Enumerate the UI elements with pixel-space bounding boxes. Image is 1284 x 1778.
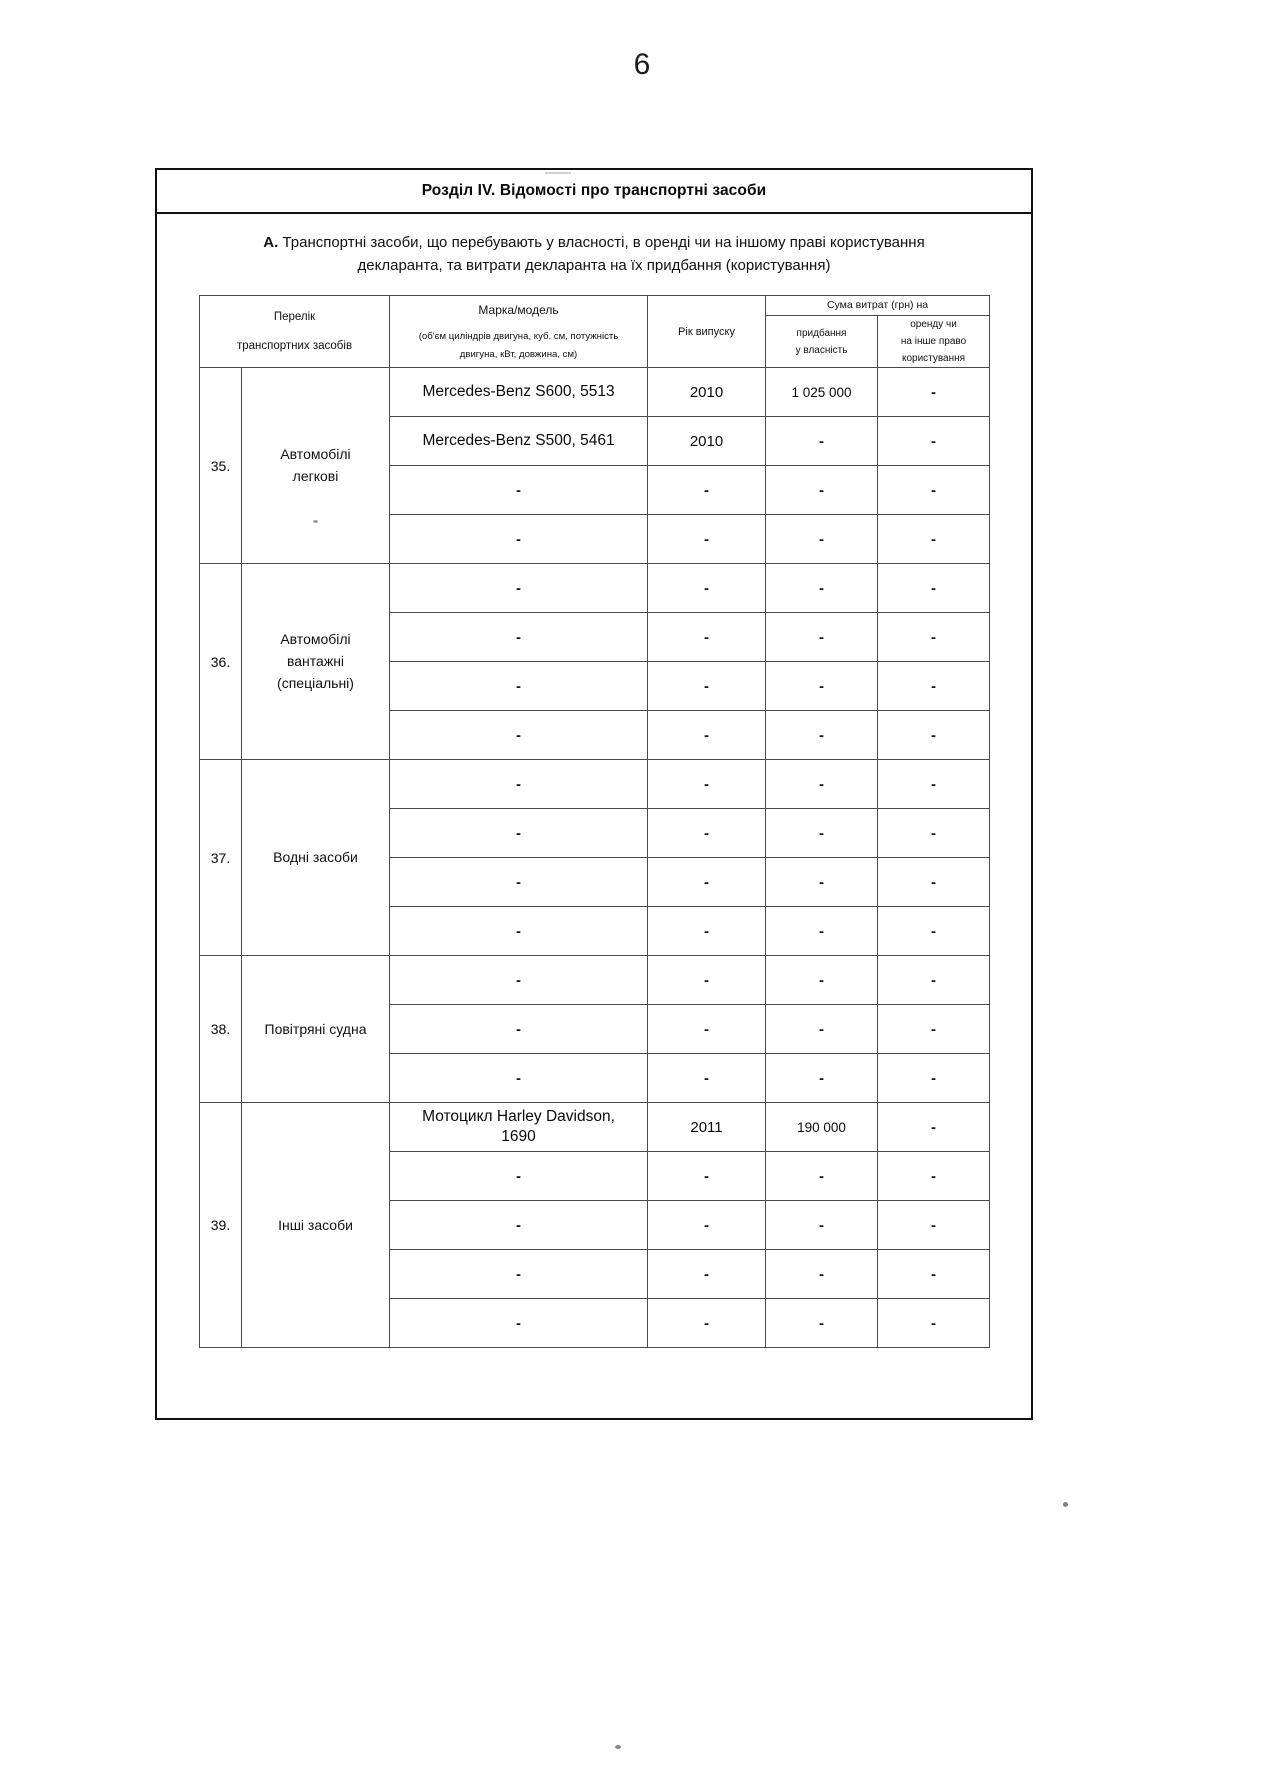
cell-model: - [390,1152,648,1201]
header-vehicle-list-line1: Перелік [273,310,316,323]
table-row [200,956,990,1005]
page-number: 6 [633,48,651,81]
section-title: Розділ IV. Відомості про транспортні засоби [157,170,1031,214]
cell-model: - [390,809,648,858]
vehicle-category-label: Автомобілі легкові [242,368,390,564]
cell-year: - [648,662,766,711]
cell-rent-amount: - [878,564,990,613]
cell-purchase-amount: - [766,417,878,466]
cell-purchase-amount: - [766,515,878,564]
cell-model: Mercedes-Benz S500, 5461 [390,417,648,466]
subtitle-marker: А. [263,234,279,251]
cell-year: - [648,564,766,613]
header-rent-line1: оренду чи [910,319,957,331]
cell-model: - [390,515,648,564]
cell-year: - [648,858,766,907]
cell-year: - [648,515,766,564]
header-model-sub-line2: двигуна, кВт, довжина, см) [459,349,578,361]
cell-model: Mercedes-Benz S600, 5513 [390,368,648,417]
cell-rent-amount: - [878,368,990,417]
cell-rent-amount: - [878,858,990,907]
cell-year: - [648,1250,766,1299]
vehicle-category-label: Автомобілі вантажні (спеціальні) [242,564,390,760]
cell-purchase-amount: 1 025 000 [766,368,878,417]
row-index: 39. [200,1103,242,1348]
cell-model: - [390,564,648,613]
cell-rent-amount: - [878,613,990,662]
cell-model: - [390,1005,648,1054]
cell-year: 2010 [648,417,766,466]
cell-rent-amount: - [878,1201,990,1250]
cell-year: - [648,760,766,809]
header-model-main: Марка/модель [478,302,559,317]
cell-purchase-amount: - [766,760,878,809]
cell-year: - [648,907,766,956]
cell-year: - [648,466,766,515]
cell-purchase-amount: 190 000 [766,1103,878,1152]
subtitle-line-2: декларанта, та витрати декларанта на їх придбання (користування) [357,256,831,274]
row-index: 37. [200,760,242,956]
subtitle-line-1: Транспортні засоби, що перебувають у власності, в оренді чи на іншому праві користування [278,234,925,251]
header-purchase-line2: у власність [795,344,848,356]
header-model-sub-line1: (об'єм циліндрів двигуна, куб. см, потужність [418,331,619,343]
vehicles-table [199,295,990,1348]
cell-model: - [390,662,648,711]
cell-rent-amount: - [878,956,990,1005]
cell-purchase-amount: - [766,564,878,613]
cell-purchase-amount: - [766,1299,878,1348]
cell-model: - [390,907,648,956]
cell-rent-amount: - [878,1054,990,1103]
scan-artifact [1063,1502,1068,1507]
cell-rent-amount: - [878,1005,990,1054]
cell-rent-amount: - [878,1299,990,1348]
cell-model: - [390,613,648,662]
cell-model: Мотоцикл Harley Davidson, 1690 [390,1103,648,1152]
cell-purchase-amount: - [766,466,878,515]
header-rent-line2: на інше право [900,336,967,348]
header-expenses-group: Сума витрат (грн) на [766,296,990,316]
cell-purchase-amount: - [766,662,878,711]
cell-rent-amount: - [878,1152,990,1201]
vehicle-category-label: Інші засоби [242,1103,390,1348]
vehicle-category-label: Повітряні судна [242,956,390,1103]
cell-model: - [390,466,648,515]
table-row [200,760,990,809]
cell-year: - [648,711,766,760]
cell-year: - [648,1299,766,1348]
table-row [200,1103,990,1152]
cell-rent-amount: - [878,760,990,809]
cell-purchase-amount: - [766,1250,878,1299]
cell-purchase-amount: - [766,1054,878,1103]
cell-year: - [648,956,766,1005]
cell-year: 2010 [648,368,766,417]
cell-year: - [648,613,766,662]
row-index: 36. [200,564,242,760]
header-year: Рік випуску [648,296,766,368]
cell-rent-amount: - [878,515,990,564]
cell-rent-amount: - [878,417,990,466]
cell-year: - [648,1005,766,1054]
cell-purchase-amount: - [766,1005,878,1054]
cell-model: - [390,1054,648,1103]
header-purchase [766,316,878,368]
cell-model: - [390,1250,648,1299]
row-index: 38. [200,956,242,1103]
cell-rent-amount: - [878,466,990,515]
cell-model: - [390,858,648,907]
cell-year: - [648,809,766,858]
cell-purchase-amount: - [766,711,878,760]
cell-rent-amount: - [878,1103,990,1152]
cell-model: - [390,1201,648,1250]
cell-year: - [648,1201,766,1250]
section-subtitle [157,214,1031,289]
cell-purchase-amount: - [766,809,878,858]
header-purchase-line1: придбання [796,327,847,339]
cell-year: 2011 [648,1103,766,1152]
cell-model: - [390,1299,648,1348]
header-vehicle-list-line2: транспортних засобів [236,339,353,352]
cell-rent-amount: - [878,809,990,858]
table-row [200,368,990,417]
cell-rent-amount: - [878,1250,990,1299]
header-rent-line3: користування [901,353,966,365]
scan-artifact [615,1745,621,1749]
row-index: 35. [200,368,242,564]
cell-rent-amount: - [878,662,990,711]
cell-model: - [390,711,648,760]
cell-year: - [648,1054,766,1103]
cell-purchase-amount: - [766,907,878,956]
cell-rent-amount: - [878,907,990,956]
table-row [200,564,990,613]
vehicle-category-label: Водні засоби [242,760,390,956]
table-body [200,368,990,1348]
cell-rent-amount: - [878,711,990,760]
header-model [390,296,648,368]
cell-purchase-amount: - [766,613,878,662]
cell-year: - [648,1152,766,1201]
cell-model: - [390,956,648,1005]
cell-model: - [390,760,648,809]
header-rent [878,316,990,368]
cell-purchase-amount: - [766,858,878,907]
table-header [200,296,990,368]
cell-purchase-amount: - [766,956,878,1005]
cell-purchase-amount: - [766,1201,878,1250]
declaration-form [155,168,1033,1420]
header-vehicle-list [200,296,390,368]
cell-purchase-amount: - [766,1152,878,1201]
